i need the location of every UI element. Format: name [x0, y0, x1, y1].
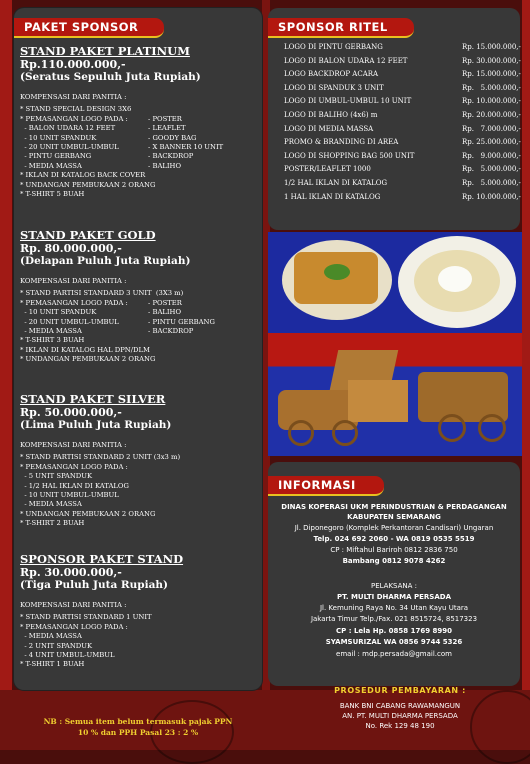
kompensasi-item: - PINTU GERBANG [20, 152, 92, 161]
ritel-item-price: Rp. 5.000.000,- [462, 165, 521, 174]
package-price-words: (Seratus Sepuluh Juta Rupiah) [20, 71, 201, 83]
kompensasi-line [20, 632, 183, 641]
kompensasi-line [20, 519, 171, 528]
contact-person-3: CP : Lela Hp. 0858 1769 8990 [336, 627, 452, 635]
kompensasi-item: - BALON UDARA 12 FEET [20, 124, 116, 133]
tofu-dish-photo [282, 240, 392, 320]
kompensasi-line [20, 134, 201, 143]
kompensasi-line [20, 613, 183, 622]
kompensasi-line [20, 336, 190, 345]
package-price-words: (Tiga Puluh Juta Rupiah) [20, 579, 169, 591]
paket-sponsor-header: PAKET SPONSOR [14, 18, 164, 38]
kompensasi-item: - 5 UNIT SPANDUK [20, 472, 93, 481]
package-title: STAND PAKET SILVER [20, 392, 166, 406]
ritel-item-label: LOGO BACKDROP ACARA [284, 70, 379, 79]
package-block [20, 44, 224, 199]
ritel-item-price: Rp. 15.000.000,- [462, 70, 521, 79]
ritel-item-label: LOGO DI SPANDUK 3 UNIT [284, 83, 384, 92]
ritel-item-label: PROMO & BRANDING DI AREA [284, 138, 399, 147]
kompensasi-item: * IKLAN DI KATALOG HAL DPN/DLM [20, 345, 150, 354]
kompensasi-line [20, 500, 171, 509]
kompensasi-item: - 10 UNIT SPANDUK [20, 308, 97, 317]
package-price-words: (Lima Puluh Juta Rupiah) [20, 419, 172, 431]
kompensasi-item-secondary: - GOODY BAG [148, 133, 197, 142]
kompensasi-line [20, 623, 183, 632]
ritel-item-price: Rp. 5.000.000,- [462, 83, 521, 92]
right-border [522, 0, 530, 750]
organizer-address: Jl. Diponegoro (Komplek Perkantoran Candisari) Ungaran [294, 524, 494, 532]
kompensasi-line [20, 115, 201, 124]
package-block [20, 552, 183, 670]
ritel-item-price: Rp. 9.000.000,- [462, 151, 521, 160]
kompensasi-line [20, 124, 201, 133]
wooden-craft-photo [278, 350, 518, 450]
contact-person-1: CP : Miftahul Bariroh 0812 2836 750 [330, 546, 458, 554]
kompensasi-label: KOMPENSASI DARI PANITIA : [20, 93, 127, 101]
kompensasi-line [20, 346, 190, 355]
left-border [0, 0, 12, 750]
kompensasi-item: * STAND SPECIAL DESIGN 3X6 [20, 105, 132, 114]
ritel-item-price: Rp. 5.000.000,- [462, 179, 521, 187]
kompensasi-line [20, 463, 171, 472]
kompensasi-item-secondary: - BALIHO [148, 161, 182, 170]
organizer-name: DINAS KOPERASI UKM PERINDUSTRIAN & PERDAGANGAN [281, 503, 507, 511]
ritel-item-label: LOGO DI SHOPPING BAG 500 UNIT [284, 151, 415, 160]
kompensasi-item: * T-SHIRT 1 BUAH [20, 660, 85, 669]
kompensasi-item-secondary: - LEAFLET [148, 124, 186, 133]
account-holder: AN. PT. MULTI DHARMA PERSADA [342, 712, 458, 720]
kompensasi-line [20, 105, 201, 114]
contact-person-4: SYAMSURIZAL WA 0856 9744 5326 [325, 638, 463, 646]
ritel-item-price: Rp. 10.000.000,- [462, 97, 521, 106]
pelaksana-address: Jl. Kemuning Raya No. 34 Utan Kayu Utara [319, 604, 469, 612]
kompensasi-item: * PEMASANGAN LOGO PADA : [20, 622, 128, 631]
kompensasi-line [20, 482, 171, 491]
kompensasi-line [20, 181, 201, 190]
package-price-words: (Delapan Puluh Juta Rupiah) [20, 255, 191, 267]
pelaksana-city-phone: Jakarta Timur Telp./Fax. 021 8515724, 8517323 [310, 615, 478, 623]
kompensasi-item: - 1/2 HAL IKLAN DI KATALOG [20, 481, 129, 490]
kompensasi-line [20, 299, 190, 308]
tax-note [14, 716, 262, 738]
kompensasi-line [20, 171, 201, 180]
kompensasi-item: * IKLAN DI KATALOG BACK COVER [20, 171, 146, 180]
kompensasi-item: - 10 UNIT UMBUL-UMBUL [20, 490, 119, 499]
tax-note-line-1: NB : Semua item belum termasuk pajak PPN [43, 717, 233, 726]
kompensasi-line [20, 510, 171, 519]
kompensasi-line [20, 326, 194, 336]
kompensasi-item-secondary: - X BANNER 10 UNIT [148, 142, 224, 151]
ritel-item-price: Rp. 7.000.000,- [462, 124, 521, 133]
soup-bowl-photo [398, 236, 516, 328]
kompensasi-line [20, 472, 171, 481]
kompensasi-item: * STAND PARTISI STANDARD 2 UNIT (3x3 m) [20, 453, 181, 462]
ritel-item-label: LOGO DI PINTU GERBANG [284, 43, 383, 51]
kompensasi-item: * PEMASANGAN LOGO PADA : [20, 462, 128, 471]
ritel-item-label: POSTER/LEAFLET 1000 [284, 165, 371, 174]
kompensasi-item: - 20 UNIT UMBUL-UMBUL [20, 142, 119, 151]
package-price: Rp. 30.000.000,- [20, 566, 122, 579]
kompensasi-item-secondary: - PINTU GERBANG [148, 317, 215, 326]
organizer-region: KABUPATEN SEMARANG [347, 513, 441, 521]
sponsor-ritel-header: SPONSOR RITEL [268, 18, 414, 38]
kompensasi-line [20, 660, 183, 669]
kompensasi-line [20, 355, 190, 364]
kompensasi-item: * STAND PARTISI STANDARD 3 UNIT (3X3 m) [20, 289, 184, 298]
kompensasi-line [20, 162, 201, 171]
kompensasi-item: - MEDIA MASSA [20, 632, 82, 641]
kompensasi-item: * STAND PARTISI STANDARD 1 UNIT [20, 613, 152, 622]
kompensasi-item: * T-SHIRT 5 BUAH [20, 189, 85, 198]
pelaksana-email[interactable]: email : mdp.persada@gmail.com [336, 650, 452, 658]
contact-person-2: Bambang 0812 9078 4262 [342, 557, 446, 565]
kompensasi-line [20, 152, 201, 161]
kompensasi-item-secondary: - BACKDROP [148, 152, 194, 161]
package-price: Rp. 80.000.000,- [20, 242, 122, 255]
kompensasi-label: KOMPENSASI DARI PANITIA : [20, 441, 127, 449]
ritel-item-price: Rp. 10.000.000,- [462, 192, 521, 201]
ritel-item-price: Rp. 30.000.000,- [462, 56, 521, 65]
kompensasi-line [20, 317, 215, 327]
kompensasi-line [20, 651, 183, 660]
kompensasi-line [20, 453, 181, 462]
kompensasi-line [20, 190, 201, 199]
kompensasi-item-secondary: - POSTER [148, 114, 182, 123]
kompensasi-line [20, 642, 183, 651]
kompensasi-item: * UNDANGAN PEMBUKAAN 2 ORANG [20, 180, 156, 189]
ritel-item-label: 1/2 HAL IKLAN DI KATALOG [284, 179, 388, 187]
kompensasi-line [20, 142, 224, 152]
organizer-phone: Telp. 024 692 2060 - WA 0819 0535 5519 [313, 535, 475, 543]
package-block [20, 228, 215, 365]
kompensasi-label: KOMPENSASI DARI PANITIA : [20, 601, 127, 609]
kompensasi-item: - 2 UNIT SPANDUK [20, 641, 93, 650]
kompensasi-item-secondary: - BACKDROP [148, 326, 194, 335]
kompensasi-item: * PEMASANGAN LOGO PADA : [20, 114, 128, 123]
pelaksana-company: PT. MULTI DHARMA PERSADA [337, 593, 451, 601]
kompensasi-item: - 20 UNIT UMBUL-UMBUL [20, 317, 119, 326]
ritel-item-label: LOGO DI MEDIA MASSA [284, 124, 374, 133]
kompensasi-item: * UNDANGAN PEMBUKAAN 2 ORANG [20, 355, 156, 364]
kompensasi-item: * T-SHIRT 2 BUAH [20, 519, 85, 528]
kompensasi-line [20, 308, 190, 317]
tax-note-line-2: 10 % dan PPH Pasal 23 : 2 % [77, 728, 199, 737]
kompensasi-item: - MEDIA MASSA [20, 326, 82, 335]
kompensasi-item: * PEMASANGAN LOGO PADA : [20, 298, 128, 307]
kompensasi-item: * T-SHIRT 3 BUAH [20, 336, 85, 345]
ritel-item-label: LOGO DI BALON UDARA 12 FEET [284, 56, 408, 65]
payment-procedure-title: PROSEDUR PEMBAYARAN : [334, 686, 466, 695]
package-title: SPONSOR PAKET STAND [20, 552, 184, 566]
bank-name: BANK BNI CABANG RAWAMANGUN [339, 702, 461, 710]
ritel-item-price: Rp. 20.000.000,- [462, 111, 521, 119]
kompensasi-line [20, 289, 190, 298]
kompensasi-item: - 4 UNIT UMBUL-UMBUL [20, 650, 115, 659]
kompensasi-item: * UNDANGAN PEMBUKAAN 2 ORANG [20, 509, 156, 518]
kompensasi-line [20, 491, 171, 500]
pelaksana-label: PELAKSANA : [370, 582, 418, 590]
account-number: No. Rek 129 48 190 [365, 722, 435, 730]
kompensasi-label: KOMPENSASI DARI PANITIA : [20, 277, 127, 285]
package-title: STAND PAKET PLATINUM [20, 44, 190, 58]
ritel-row [284, 190, 521, 205]
package-price: Rp.110.000.000,- [20, 58, 126, 71]
kompensasi-item: - 10 UNIT SPANDUK [20, 133, 97, 142]
ritel-item-price: Rp. 15.000.000,- [462, 43, 521, 51]
ritel-item-label: LOGO DI UMBUL-UMBUL 10 UNIT [284, 97, 412, 106]
package-block [20, 392, 181, 529]
ritel-item-label: 1 HAL IKLAN DI KATALOG [284, 192, 381, 201]
informasi-header: INFORMASI [268, 476, 384, 496]
ritel-item-label: LOGO DI BALIHO (4x6) m [284, 111, 378, 119]
kompensasi-item-secondary: - POSTER [148, 298, 182, 307]
package-price: Rp. 50.000.000,- [20, 406, 122, 419]
kompensasi-item: - MEDIA MASSA [20, 500, 82, 509]
kompensasi-item-secondary: - BALIHO [148, 308, 182, 317]
package-title: STAND PAKET GOLD [20, 228, 156, 242]
kompensasi-item: - MEDIA MASSA [20, 161, 82, 170]
ritel-item-price: Rp. 25.000.000,- [462, 138, 521, 147]
